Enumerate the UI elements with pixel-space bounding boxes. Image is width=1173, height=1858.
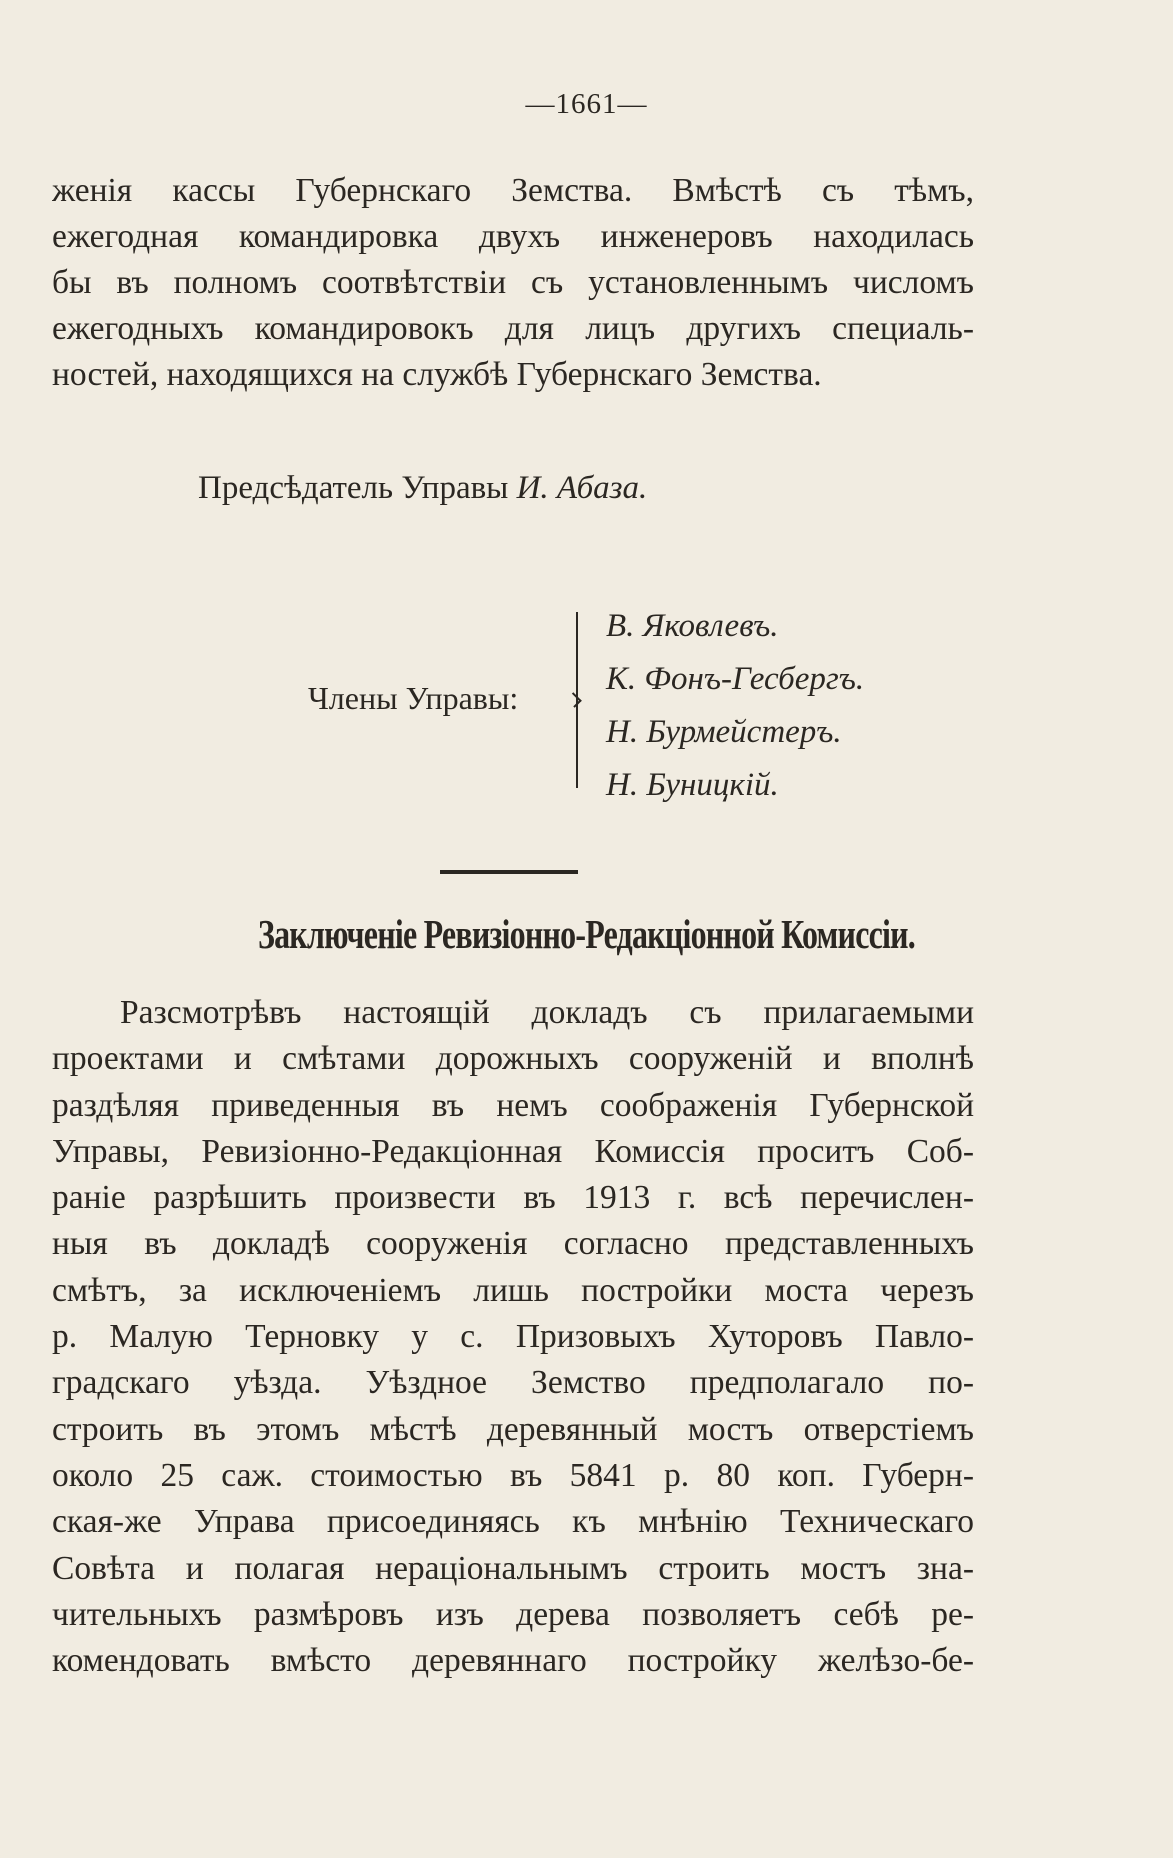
text-line: бы въ полномъ соотвѣтствіи съ установленнымъ числомъ	[52, 264, 974, 301]
text-line: комендовать вмѣсто деревяннаго постройку желѣзо-бе-	[52, 1642, 974, 1680]
text-line: Управы, Ревизіонно-Редакціонная Комиссія проситъ Соб-	[52, 1132, 974, 1170]
section-heading: Заключеніе Ревизіонно-Редакціонной Комиссіи.	[257, 911, 916, 957]
chairman-signature	[198, 470, 647, 507]
text-line: ежегодныхъ командировокъ для лицъ другихъ специаль-	[52, 310, 974, 347]
text-line: ская-же Управа присоединяясь къ мнѣнію Техническаго	[52, 1503, 974, 1541]
paragraph-2	[52, 990, 974, 1684]
members-brace	[576, 612, 588, 788]
page-number: —1661—	[525, 88, 648, 120]
members-list	[606, 600, 864, 812]
text-line: раніе разрѣшить произвести въ 1913 г. всѣ перечислен-	[52, 1179, 974, 1217]
text-line: женія кассы Губернскаго Земства. Вмѣстѣ съ тѣмъ,	[52, 172, 974, 209]
text-line: градскаго уѣзда. Уѣздное Земство предполагало по-	[52, 1364, 974, 1402]
text-line: ежегодная командировка двухъ инженеровъ находилась	[52, 218, 974, 255]
members-label: Члены Управы:	[308, 680, 519, 716]
text-line: Разсмотрѣвъ настоящій докладъ съ прилагаемыми	[120, 994, 974, 1031]
chairman-name: И. Абаза.	[516, 470, 648, 506]
member-name: Н. Бурмейстеръ.	[606, 714, 842, 750]
member-name: В. Яковлевъ.	[606, 608, 779, 644]
text-line: ныя въ докладѣ сооруженія согласно представленныхъ	[52, 1225, 974, 1263]
paragraph-1	[52, 168, 974, 398]
text-line: раздѣляя приведенныя въ немъ соображенія Губернской	[52, 1086, 974, 1124]
text-line: Совѣта и полагая нераціональнымъ строить мостъ зна-	[52, 1549, 974, 1587]
text-line: проектами и смѣтами дорожныхъ сооруженій и вполнѣ	[52, 1040, 974, 1078]
text-line: чительныхъ размѣровъ изъ дерева позволяетъ себѣ ре-	[52, 1595, 974, 1633]
section-divider	[440, 870, 578, 874]
member-name: К. Фонъ-Гесбергъ.	[606, 661, 865, 697]
text-line: смѣтъ, за исключеніемъ лишь постройки моста черезъ	[52, 1271, 974, 1309]
text-line: ностей, находящихся на службѣ Губернскаго Земства.	[52, 356, 822, 393]
text-line: около 25 саж. стоимостью въ 5841 р. 80 коп. Губерн-	[52, 1456, 974, 1494]
chairman-title: Предсѣдатель Управы	[198, 470, 509, 506]
text-line: р. Малую Терновку у с. Призовыхъ Хуторовъ Павло-	[52, 1318, 974, 1356]
member-name: Н. Буницкій.	[606, 767, 779, 803]
text-line: строить въ этомъ мѣстѣ деревянный мостъ отверстіемъ	[52, 1410, 974, 1448]
